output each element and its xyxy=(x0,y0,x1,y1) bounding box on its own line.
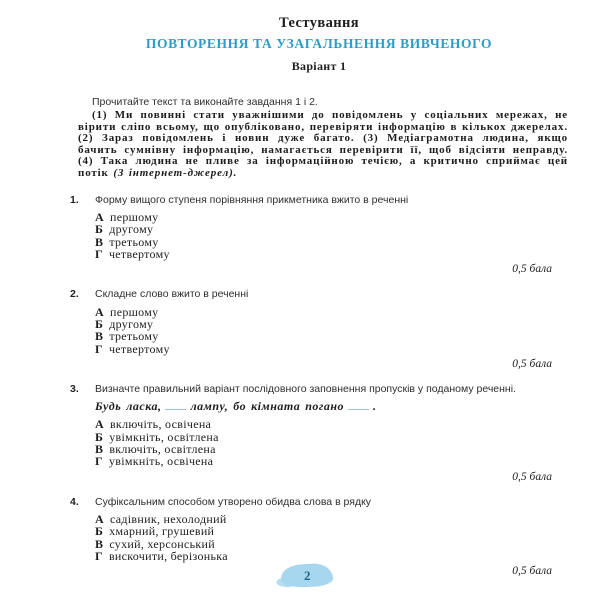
option-text: включіть, освічена xyxy=(109,417,212,432)
option-text: другому xyxy=(109,317,154,332)
question-head xyxy=(70,194,568,207)
option-text: включіть, освітлена xyxy=(109,442,216,457)
option-letter: В xyxy=(95,536,104,551)
page-header xyxy=(70,15,568,73)
option-text: третьому xyxy=(109,234,159,249)
answer-option xyxy=(95,343,568,355)
options-list xyxy=(95,418,568,467)
option-letter: Г xyxy=(95,454,103,469)
answer-option xyxy=(95,455,568,467)
option-text: садівник, нехолодний xyxy=(109,512,227,527)
gap-text-2: лампу, бо кімната погано xyxy=(190,399,344,414)
option-letter: В xyxy=(95,442,104,457)
question-number: 2. xyxy=(70,288,79,301)
answer-option xyxy=(95,223,568,235)
option-text: третьому xyxy=(109,329,159,344)
options-list xyxy=(95,211,568,260)
passage-text: (1) Ми повинні стати уважнішими до повідомлень у соціальних мережах, не вірити сліпо всьому, що опубліковано, перевіряти інформацію в кількох джерелах. (2) Зараз повідомлень і новин дуже багато. (3) Медіаграмотна людина, якщо бачить сумнівну інформацію, намагається перевірити її, щоб відсіяти неправду. (4) Така людина не пливе за інформаційною течією, а критично сприймає цей потік xyxy=(78,109,568,179)
page-number: 2 xyxy=(303,567,311,583)
section-title: ПОВТОРЕННЯ ТА УЗАГАЛЬНЕННЯ ВИВЧЕНОГО xyxy=(145,36,493,51)
option-letter: Б xyxy=(95,429,104,444)
option-text: четвертому xyxy=(108,246,170,261)
option-text: увімкніть, освітлена xyxy=(109,429,219,444)
option-letter: Г xyxy=(95,341,103,356)
question-number: 4. xyxy=(70,495,79,508)
option-letter: Б xyxy=(95,222,104,237)
answer-option xyxy=(95,318,568,330)
blank-line xyxy=(165,400,186,410)
question-head xyxy=(70,383,568,396)
question-stem: Суфіксальним способом утворено обидва слова в рядку xyxy=(95,495,372,508)
question-number: 1. xyxy=(70,193,79,206)
score-label: 0,5 бала xyxy=(512,263,552,276)
option-letter: А xyxy=(95,210,104,225)
options-list xyxy=(95,513,568,562)
gap-text-3: . xyxy=(373,399,377,414)
score-label: 0,5 бала xyxy=(512,470,552,483)
variant-title: Варіант 1 xyxy=(291,59,347,73)
question-number: 3. xyxy=(70,382,79,395)
option-text: сухий, херсонський xyxy=(109,536,215,551)
question-stem: Форму вищого ступеня порівняння прикметника вжито в реченні xyxy=(95,193,409,206)
question-stem: Визначте правильний варіант послідовного заповнення пропусків у поданому реченні. xyxy=(95,382,516,395)
passage-source: (З інтернет-джерел). xyxy=(113,166,238,179)
option-letter: А xyxy=(95,512,104,527)
question-head xyxy=(70,288,568,301)
intro-instruction: Прочитайте текст та виконайте завдання 1 і 2. xyxy=(92,96,318,108)
option-text: першому xyxy=(109,210,159,225)
questions-list xyxy=(70,194,568,579)
option-text: четвертому xyxy=(108,341,170,356)
question-head xyxy=(70,496,568,509)
option-text: увімкніть, освічена xyxy=(108,454,214,469)
score-label: 0,5 бала xyxy=(512,565,552,578)
doc-title: Тестування xyxy=(279,15,359,31)
answer-option xyxy=(95,211,568,223)
option-letter: А xyxy=(95,417,104,432)
option-letter: Г xyxy=(95,246,103,261)
answer-option xyxy=(95,248,568,260)
gap-text-1: Будь ласка, xyxy=(95,399,162,414)
answer-option xyxy=(95,306,568,318)
page-number-badge xyxy=(280,563,333,589)
question xyxy=(70,383,568,484)
blank-line xyxy=(348,400,369,410)
option-letter: А xyxy=(95,304,104,319)
option-text: хмарний, грушевий xyxy=(109,524,215,539)
option-letter: В xyxy=(95,329,104,344)
question xyxy=(70,288,568,371)
option-letter: В xyxy=(95,234,104,249)
reading-passage xyxy=(78,110,568,180)
question xyxy=(70,194,568,277)
gap-sentence xyxy=(95,400,568,413)
score-label: 0,5 бала xyxy=(512,357,552,370)
options-list xyxy=(95,306,568,355)
option-letter: Г xyxy=(95,549,103,564)
option-text: першому xyxy=(109,304,159,319)
question-stem: Складне слово вжито в реченні xyxy=(95,288,249,301)
option-letter: Б xyxy=(95,524,104,539)
answer-option xyxy=(95,550,568,562)
option-letter: Б xyxy=(95,317,104,332)
option-text: вискочити, берізонька xyxy=(108,549,228,564)
option-text: другому xyxy=(109,222,154,237)
